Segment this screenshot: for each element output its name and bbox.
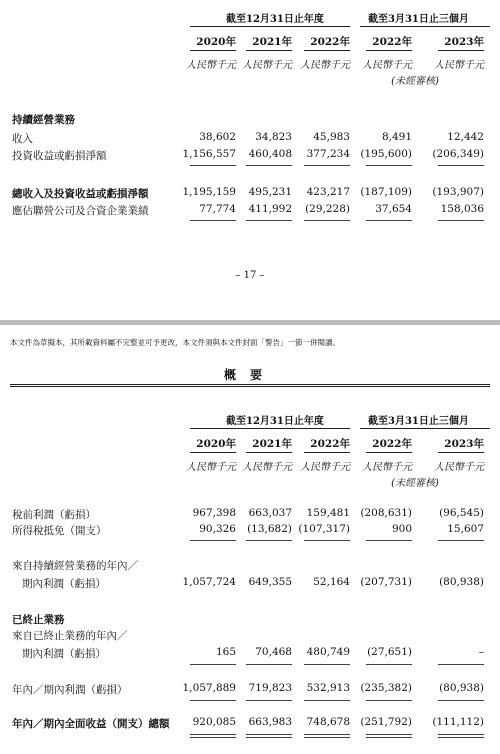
unit-col-1: 人民幣千元: [186, 60, 236, 71]
sum-rule: [246, 540, 292, 541]
unit-col-5: 人民幣千元: [434, 462, 484, 473]
total-rule: [246, 734, 292, 735]
sum-rule: [438, 540, 484, 541]
title-rule-top: [10, 384, 490, 385]
year-col-2: 2021年: [252, 36, 292, 48]
row-label-line2: 期內利潤（虧損）: [22, 578, 106, 590]
year-underline-1: [190, 452, 236, 453]
cell: 70,468: [255, 646, 292, 658]
row-label: 總收入及投資收益或虧損淨額: [12, 188, 149, 200]
cell: (80,938): [439, 682, 484, 694]
sum-rule: [438, 664, 484, 665]
cell: (206,349): [432, 148, 484, 160]
cell: (107,317): [298, 523, 350, 535]
year-col-1: 2020年: [196, 36, 236, 48]
cell: 34,823: [255, 131, 292, 143]
total-rule: [366, 734, 412, 735]
year-underline-2: [246, 452, 292, 453]
row-label: 稅前利潤（虧損）: [12, 509, 96, 521]
period-header-annual-underline: [190, 428, 350, 429]
sum-rule: [304, 664, 350, 665]
total-rule: [190, 737, 236, 738]
unit-col-5: 人民幣千元: [434, 60, 484, 71]
cell: 90,326: [199, 523, 236, 535]
cell: 411,992: [248, 203, 292, 215]
total-rule: [366, 737, 412, 738]
page-break: [0, 320, 500, 325]
sum-rule: [366, 664, 412, 665]
row-label-line2: 期內利潤（虧損）: [22, 648, 106, 660]
cell: (193,907): [432, 186, 484, 198]
title-rule-bottom: [10, 386, 490, 387]
sum-rule: [304, 165, 350, 166]
row-label: 投資收益或虧損淨額: [12, 150, 107, 162]
cell: (251,792): [360, 716, 412, 728]
total-rule: [304, 737, 350, 738]
sum-rule: [190, 664, 236, 665]
total-rule: [246, 737, 292, 738]
unit-col-2: 人民幣千元: [242, 60, 292, 71]
cell: (96,545): [439, 507, 484, 519]
year-col-5: 2023年: [444, 438, 484, 450]
year-col-4: 2022年: [372, 36, 412, 48]
unaudited-note: (未經審核): [391, 478, 439, 489]
total-rule: [190, 734, 236, 735]
total-rule: [304, 734, 350, 735]
section-discontinued-ops: 已終止業務: [12, 614, 65, 626]
total-rule: [438, 737, 484, 738]
cell: (207,731): [360, 576, 412, 588]
sum-rule: [438, 220, 484, 221]
unit-col-4: 人民幣千元: [362, 462, 412, 473]
sum-rule: [246, 700, 292, 701]
cell: 158,036: [440, 203, 484, 215]
sum-rule: [190, 700, 236, 701]
year-col-2: 2021年: [252, 438, 292, 450]
cell: 12,442: [447, 131, 484, 143]
cell: (195,600): [360, 148, 412, 160]
cell: (208,631): [360, 507, 412, 519]
row-label-line1: 來自已終止業務的年內／: [12, 630, 128, 642]
sum-rule: [246, 165, 292, 166]
cell: 77,774: [199, 203, 236, 215]
row-label: 年內／期內全面收益（開支）總額: [12, 718, 170, 730]
cell: 649,355: [248, 576, 292, 588]
cell: 460,408: [248, 148, 292, 160]
year-col-3: 2022年: [310, 438, 350, 450]
cell: –: [478, 646, 484, 658]
cell: (111,112): [432, 716, 484, 728]
cell: 480,749: [306, 646, 350, 658]
cell: 663,983: [248, 716, 292, 728]
year-col-1: 2020年: [196, 438, 236, 450]
unit-col-1: 人民幣千元: [186, 462, 236, 473]
sum-rule: [304, 700, 350, 701]
cell: 38,602: [199, 131, 236, 143]
cell: 1,156,557: [182, 148, 236, 160]
cell: 532,913: [306, 682, 350, 694]
sum-rule: [366, 700, 412, 701]
year-underline-5: [438, 452, 484, 453]
year-underline-4: [366, 50, 412, 51]
cell: 45,983: [313, 131, 350, 143]
page-title: 概要: [223, 368, 276, 382]
cell: 423,217: [306, 186, 350, 198]
cell: 1,057,724: [182, 576, 236, 588]
cell: (27,651): [367, 646, 412, 658]
unit-col-4: 人民幣千元: [362, 60, 412, 71]
cell: 165: [215, 646, 236, 658]
cell: 719,823: [248, 682, 292, 694]
period-header-annual: 截至12月31日止年度: [226, 416, 324, 427]
sum-rule: [304, 220, 350, 221]
row-label: 所得稅抵免（開支）: [12, 525, 107, 537]
year-underline-1: [190, 50, 236, 51]
cell: 8,491: [381, 131, 412, 143]
cell: 1,195,159: [182, 186, 236, 198]
period-header-annual-underline: [190, 26, 350, 27]
cell: 159,481: [306, 507, 350, 519]
total-rule: [438, 734, 484, 735]
cell: 37,654: [375, 203, 412, 215]
sum-rule: [438, 700, 484, 701]
sum-rule: [438, 165, 484, 166]
cell: (29,228): [305, 203, 350, 215]
sum-rule: [366, 165, 412, 166]
cell: 967,398: [192, 507, 236, 519]
cell: (235,382): [360, 682, 412, 694]
cell: 663,037: [248, 507, 292, 519]
unit-col-2: 人民幣千元: [242, 462, 292, 473]
year-underline-2: [246, 50, 292, 51]
cell: (80,938): [439, 576, 484, 588]
section-continuing-ops: 持續經營業務: [12, 114, 75, 126]
unit-col-3: 人民幣千元: [300, 60, 350, 71]
period-header-q1: 截至3月31日止三個月: [368, 14, 469, 25]
sum-rule: [190, 220, 236, 221]
cell: (13,682): [247, 523, 292, 535]
period-header-q1: 截至3月31日止三個月: [368, 416, 469, 427]
period-header-annual: 截至12月31日止年度: [226, 14, 324, 25]
cell: (187,109): [360, 186, 412, 198]
cell: 920,085: [192, 716, 236, 728]
row-label: 年內／期內利潤（虧損）: [12, 684, 128, 696]
sum-rule: [366, 220, 412, 221]
cell: 377,234: [306, 148, 350, 160]
unit-col-3: 人民幣千元: [300, 462, 350, 473]
sum-rule: [246, 664, 292, 665]
unaudited-note: (未經審核): [391, 76, 439, 87]
sum-rule: [304, 540, 350, 541]
year-underline-3: [304, 452, 350, 453]
draft-notice: 本文件為草擬本，其所載資料屬不完整並可予更改，本文件須與本文件封面「警告」一節一併閱讀。: [10, 338, 340, 347]
year-col-4: 2022年: [372, 438, 412, 450]
year-col-3: 2022年: [310, 36, 350, 48]
year-underline-4: [366, 452, 412, 453]
row-label-line1: 來自持續經營業務的年內／: [12, 560, 138, 572]
cell: 1,057,889: [182, 682, 236, 694]
cell: 15,607: [447, 523, 484, 535]
cell: 900: [391, 523, 412, 535]
sum-rule: [246, 220, 292, 221]
sum-rule: [366, 540, 412, 541]
sum-rule: [190, 165, 236, 166]
page-number: – 17 –: [235, 270, 265, 281]
cell: 748,678: [306, 716, 350, 728]
year-col-5: 2023年: [444, 36, 484, 48]
year-underline-3: [304, 50, 350, 51]
row-label: 收入: [12, 133, 33, 145]
cell: 52,164: [313, 576, 350, 588]
period-header-q1-underline: [360, 26, 490, 27]
period-header-q1-underline: [360, 428, 490, 429]
sum-rule: [190, 540, 236, 541]
year-underline-5: [438, 50, 484, 51]
row-label: 應佔聯營公司及合資企業業績: [12, 205, 149, 217]
cell: 495,231: [248, 186, 292, 198]
